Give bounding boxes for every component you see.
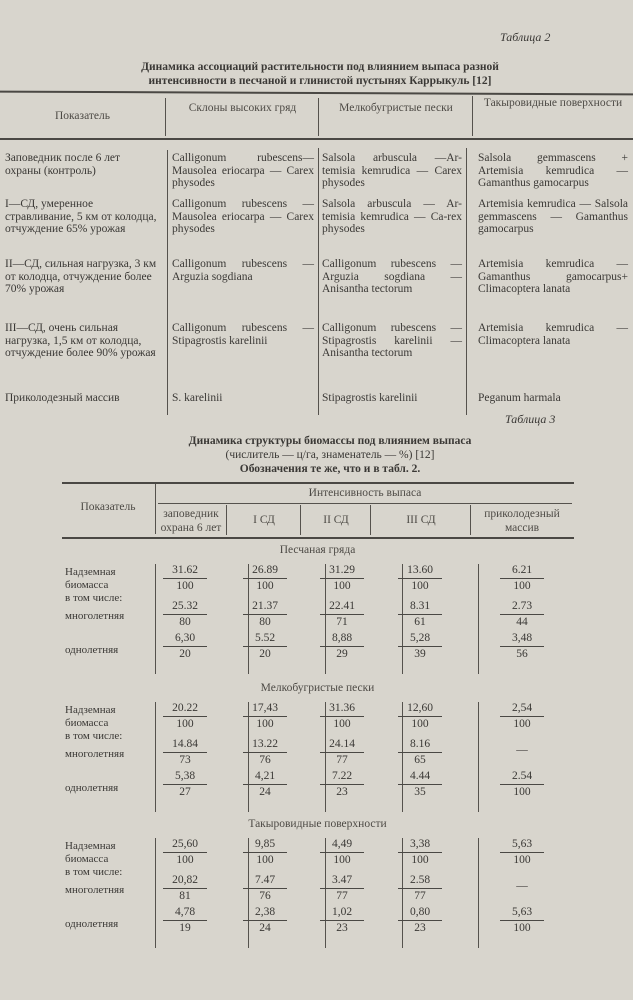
fraction-annual	[312, 906, 372, 935]
row-label-total: Надземная биомасса	[65, 704, 116, 729]
fraction-total	[235, 838, 295, 867]
table2-cell-indicator: I—СД, умеренное стравливание, 5 км от колодца, отчуждение 65% урожая	[5, 198, 157, 235]
fraction-annual	[235, 770, 295, 799]
table2-header-indicator: Показатель	[54, 110, 111, 122]
table2-header-sands: Мелкобугристые пески	[339, 102, 453, 114]
fraction-total	[155, 838, 215, 867]
numerator: 12,60	[398, 702, 442, 717]
fraction-perennial	[390, 874, 450, 903]
fraction-total	[312, 564, 372, 593]
numerator: 4,49	[320, 838, 364, 853]
numerator: 3,48	[500, 632, 544, 647]
numerator: 4.44	[398, 770, 442, 785]
denominator: 19	[179, 922, 191, 934]
fraction-annual	[155, 632, 215, 661]
fraction-annual	[235, 906, 295, 935]
table3-title-line1: Динамика структуры биомассы под влиянием выпаса	[188, 435, 472, 447]
divider	[466, 148, 467, 415]
table2-header-takyr: Такыровидные поверхности	[483, 97, 623, 109]
denominator: 39	[414, 648, 426, 660]
denominator: 100	[256, 718, 274, 730]
table3-top-rule	[62, 482, 574, 484]
divider	[167, 150, 168, 415]
numerator: 8,88	[320, 632, 364, 647]
row-label-including: в том числе:	[65, 592, 123, 604]
denominator: 100	[333, 854, 351, 866]
fraction-total	[235, 564, 295, 593]
numerator: 4,78	[163, 906, 207, 921]
numerator: 13.22	[243, 738, 287, 753]
section-title: Песчаная гряда	[279, 544, 356, 556]
row-label-annual: однолетняя	[65, 644, 119, 656]
table2-cell-takyr: Peganum harmala	[478, 392, 561, 404]
denominator: 100	[256, 580, 274, 592]
numerator: 21.37	[243, 600, 287, 615]
table2-cell-indicator: II—СД, сильная нагрузка, 3 км от колодца, отчуждение более 70% урожая	[5, 258, 157, 295]
table3-column-header: приколодезный массив	[484, 508, 560, 534]
numerator: 31.29	[320, 564, 364, 579]
numerator: 4,21	[243, 770, 287, 785]
denominator: 100	[513, 580, 531, 592]
numerator: 9,85	[243, 838, 287, 853]
numerator: 25.32	[163, 600, 207, 615]
denominator: 100	[411, 854, 429, 866]
denominator: 20	[179, 648, 191, 660]
denominator: 56	[516, 648, 528, 660]
row-label-including: в том числе:	[65, 730, 123, 742]
divider	[478, 702, 479, 812]
denominator: 77	[414, 890, 426, 902]
denominator: 100	[176, 580, 194, 592]
table3-column-header: III СД	[406, 514, 436, 526]
fraction-total	[390, 702, 450, 731]
denominator: 77	[336, 754, 348, 766]
numerator: 20,82	[163, 874, 207, 889]
fraction-annual	[492, 906, 552, 935]
fraction-total	[390, 838, 450, 867]
numerator: 3,38	[398, 838, 442, 853]
numerator: 17,43	[243, 702, 287, 717]
table3-header-rule	[62, 537, 574, 539]
numerator: 2.73	[500, 600, 544, 615]
numerator: 5,63	[500, 906, 544, 921]
numerator: 2,38	[243, 906, 287, 921]
denominator: 100	[176, 854, 194, 866]
denominator: 100	[256, 854, 274, 866]
fraction-perennial	[492, 600, 552, 629]
divider	[318, 98, 319, 136]
fraction-annual	[155, 906, 215, 935]
table3-group-rule	[158, 503, 572, 504]
numerator: 13.60	[398, 564, 442, 579]
numerator: 14.84	[163, 738, 207, 753]
denominator: 100	[176, 718, 194, 730]
denominator: 24	[259, 786, 271, 798]
divider	[478, 838, 479, 948]
fraction-annual	[492, 770, 552, 799]
table2-title-line2: интенсивности в песчаной и глинистой пустынях Каррыкуль [12]	[148, 75, 492, 87]
fraction-perennial	[312, 738, 372, 767]
fraction-perennial	[390, 600, 450, 629]
divider	[478, 564, 479, 674]
denominator: 29	[336, 648, 348, 660]
table2-cell-ridges: Calligonum rubescens — Mausolea eriocarpa — Carex physodes	[172, 198, 314, 235]
table2-cell-sands: Stipagrostis karelinii	[322, 392, 418, 404]
numerator: 0,80	[398, 906, 442, 921]
table3-header-indicator: Показатель	[80, 501, 136, 513]
row-label-total: Надземная биомасса	[65, 840, 116, 865]
table2-cell-indicator: Приколодезный массив	[5, 392, 120, 404]
denominator: 27	[179, 786, 191, 798]
denominator: 100	[513, 786, 531, 798]
denominator: 65	[414, 754, 426, 766]
denominator: 23	[414, 922, 426, 934]
divider	[472, 96, 473, 136]
fraction-perennial	[155, 600, 215, 629]
table2-cell-ridges: Calligonum rubescens — Stipagrostis karelinii	[172, 322, 314, 347]
numerator: 6,30	[163, 632, 207, 647]
fraction-total	[312, 702, 372, 731]
divider	[300, 505, 301, 535]
fraction-annual	[492, 632, 552, 661]
fraction-perennial	[155, 874, 215, 903]
fraction-perennial	[235, 874, 295, 903]
denominator: 24	[259, 922, 271, 934]
numerator: 8.31	[398, 600, 442, 615]
denominator: 73	[179, 754, 191, 766]
numerator: 31.36	[320, 702, 364, 717]
numerator: 2.54	[500, 770, 544, 785]
table3-column-header: I СД	[253, 514, 275, 526]
fraction-perennial	[235, 738, 295, 767]
table2-cell-ridges: Calligonum rubescens — Arguzia sogdiana	[172, 258, 314, 283]
row-label-perennial: многолетняя	[65, 748, 125, 760]
table2-cell-ridges: S. karelinii	[172, 392, 223, 404]
table3-number: Таблица 3	[505, 412, 556, 426]
fraction-annual	[390, 770, 450, 799]
table3-title	[100, 434, 560, 476]
fraction-perennial	[312, 874, 372, 903]
fraction-total	[312, 838, 372, 867]
fraction-perennial	[155, 738, 215, 767]
section-title: Мелкобугристые пески	[260, 682, 375, 694]
fraction-total	[492, 838, 552, 867]
table2-cell-takyr: Artemisia kemrudica — Climacoptera lanata	[478, 322, 628, 347]
denominator: 23	[336, 922, 348, 934]
numerator: 8.16	[398, 738, 442, 753]
row-label-total: Надземная биомасса	[65, 566, 116, 591]
denominator: 23	[336, 786, 348, 798]
fraction-annual	[312, 770, 372, 799]
numerator: 3.47	[320, 874, 364, 889]
numerator: 5,38	[163, 770, 207, 785]
fraction-perennial	[390, 738, 450, 767]
numerator: 6.21	[500, 564, 544, 579]
fraction-total	[492, 564, 552, 593]
denominator: 35	[414, 786, 426, 798]
denominator: 100	[333, 580, 351, 592]
numerator: 7.47	[243, 874, 287, 889]
denominator: 100	[513, 854, 531, 866]
denominator: 76	[259, 754, 271, 766]
denominator: 80	[179, 616, 191, 628]
denominator: 100	[333, 718, 351, 730]
divider	[165, 98, 166, 136]
table2-cell-takyr: Artemisia kemrudica — Gamanthus gamocarpus+ Climacoptera lanata	[478, 258, 628, 295]
table2-cell-indicator: III—СД, очень сильная нагрузка, 1,5 км от колодца, отчуждение более 90% урожая	[5, 322, 156, 359]
table2-top-rule	[0, 91, 633, 96]
table2-header-rule	[0, 138, 633, 140]
numerator: 20.22	[163, 702, 207, 717]
divider	[318, 148, 319, 415]
numerator: 5.52	[243, 632, 287, 647]
fraction-total	[155, 564, 215, 593]
table2-cell-takyr: Salsola gemmascens + Artemisia kemrudica — Gamanthus gamocarpus	[478, 152, 628, 189]
numerator: 1,02	[320, 906, 364, 921]
divider	[226, 505, 227, 535]
table2-cell-sands: Calligonum rubescens — Stipagrostis karelinii — Anisantha tectorum	[322, 322, 462, 359]
row-label-annual: однолетняя	[65, 782, 119, 794]
table2-cell-sands: Salsola arbuscula — Ar-temisia kemrudica — Ca-rex physodes	[322, 198, 462, 235]
section-title: Такыровидные поверхности	[248, 818, 387, 830]
empty-dash: —	[516, 744, 528, 756]
divider	[370, 505, 371, 535]
fraction-total	[492, 702, 552, 731]
denominator: 20	[259, 648, 271, 660]
numerator: 2.58	[398, 874, 442, 889]
divider	[470, 505, 471, 535]
fraction-perennial	[235, 600, 295, 629]
fraction-annual	[390, 906, 450, 935]
denominator: 77	[336, 890, 348, 902]
table2-number: Таблица 2	[500, 30, 551, 44]
denominator: 81	[179, 890, 191, 902]
numerator: 24.14	[320, 738, 364, 753]
numerator: 25,60	[163, 838, 207, 853]
table2-cell-ridges: Calligonum rubescens— Mausolea eriocarpa — Carex physodes	[172, 152, 314, 189]
fraction-total	[390, 564, 450, 593]
fraction-annual	[312, 632, 372, 661]
divider	[155, 484, 156, 534]
table2-cell-sands: Salsola arbuscula —Ar-temisia kemrudica — Carex physodes	[322, 152, 462, 189]
denominator: 100	[513, 922, 531, 934]
denominator: 44	[516, 616, 528, 628]
table2-cell-indicator: Заповедник после 6 лет охраны (контроль)	[5, 152, 121, 177]
table2-cell-sands: Calligonum rubescens — Arguzia sogdiana — Anisantha tectorum	[322, 258, 462, 295]
table2-title-line1: Динамика ассоциаций растительности под влиянием выпаса разной	[141, 61, 499, 73]
denominator: 100	[411, 718, 429, 730]
table2-title	[60, 60, 580, 88]
table3-title-line3: Обозначения те же, что и в табл. 2.	[239, 463, 421, 475]
denominator: 61	[414, 616, 426, 628]
empty-dash: —	[516, 880, 528, 892]
numerator: 26.89	[243, 564, 287, 579]
denominator: 100	[513, 718, 531, 730]
denominator: 76	[259, 890, 271, 902]
fraction-perennial	[312, 600, 372, 629]
fraction-total	[235, 702, 295, 731]
numerator: 5,63	[500, 838, 544, 853]
row-label-perennial: многолетняя	[65, 884, 125, 896]
table3-header-group: Интенсивность выпаса	[308, 487, 422, 499]
numerator: 31.62	[163, 564, 207, 579]
numerator: 22.41	[320, 600, 364, 615]
table3-title-line2: (числитель — ц/га, знаменатель — %) [12]	[225, 449, 435, 461]
denominator: 71	[336, 616, 348, 628]
fraction-annual	[235, 632, 295, 661]
table2-header-ridges: Склоны высоких гряд	[188, 102, 297, 114]
numerator: 5,28	[398, 632, 442, 647]
fraction-annual	[155, 770, 215, 799]
numerator: 7.22	[320, 770, 364, 785]
row-label-annual: однолетняя	[65, 918, 119, 930]
row-label-including: в том числе:	[65, 866, 123, 878]
fraction-total	[155, 702, 215, 731]
denominator: 100	[411, 580, 429, 592]
numerator: 2,54	[500, 702, 544, 717]
table2-cell-takyr: Artemisia kemrudica — Salsola gemmascens — Gamanthus gamocarpus	[478, 198, 628, 235]
fraction-annual	[390, 632, 450, 661]
table3-column-header: II СД	[323, 514, 349, 526]
row-label-perennial: многолетняя	[65, 610, 125, 622]
table3-column-header: заповедник охрана 6 лет	[160, 508, 222, 534]
denominator: 80	[259, 616, 271, 628]
